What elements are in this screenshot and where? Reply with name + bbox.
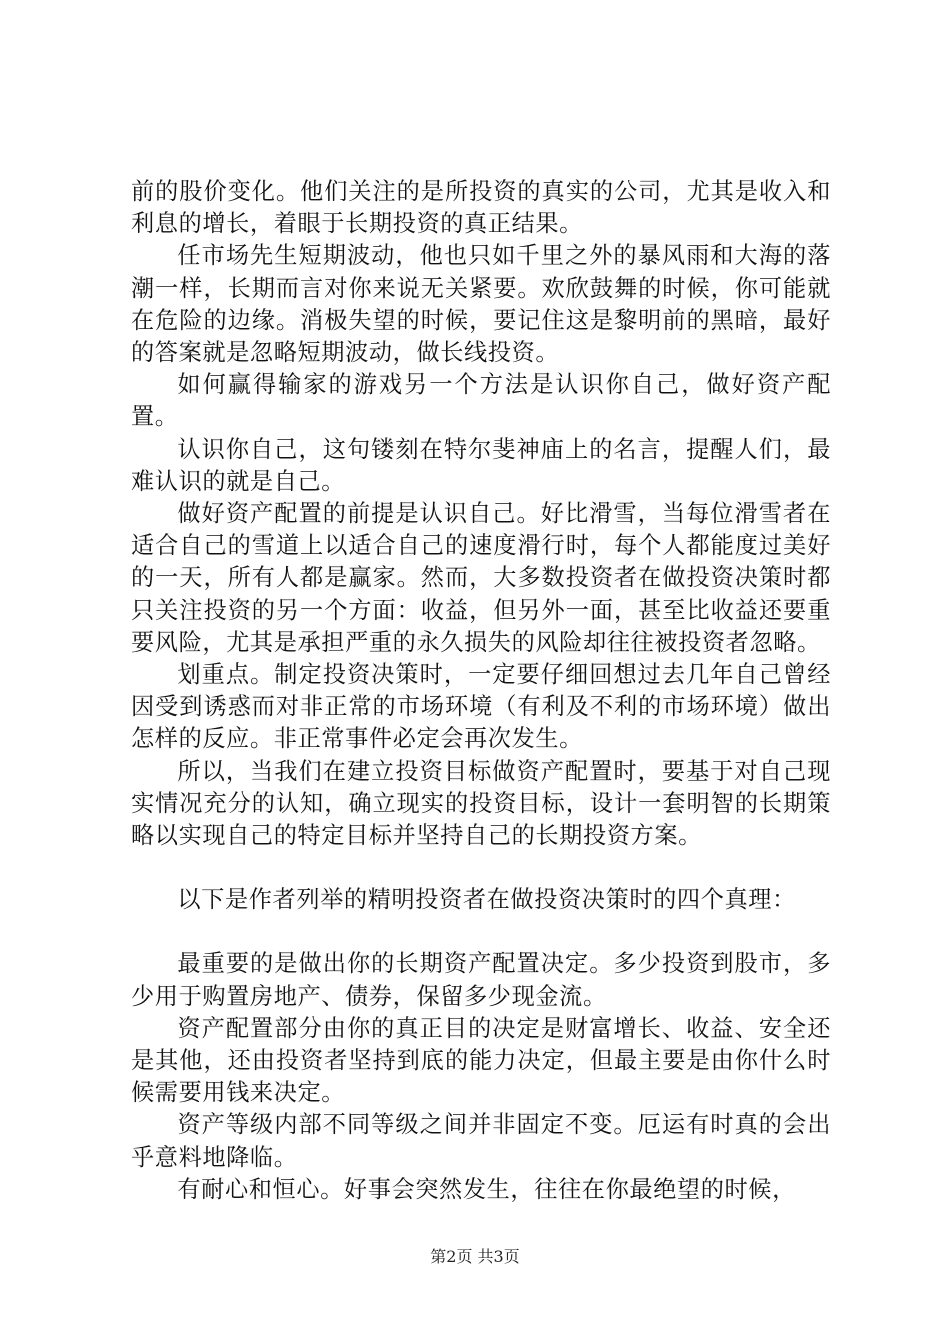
paragraph: 有耐心和恒心。好事会突然发生，往往在你最绝望的时候， — [177, 1175, 796, 1203]
paragraph: 划重点。制定投资决策时，一定要仔细回想过去几年自己曾经因受到诱惑而对非正常的市场环境（有利及不利的市场环境）做出怎样的反应。非正常事件必定会再次发生。 — [131, 661, 831, 753]
paragraph: 最重要的是做出你的长期资产配置决定。多少投资到股市，多少用于购置房地产、债券，保留多少现金流。 — [131, 950, 831, 1010]
paragraph: 以下是作者列举的精明投资者在做投资决策时的四个真理： — [177, 886, 796, 914]
page-number-footer: 第2页 共3页 — [430, 1247, 520, 1266]
body-text — [131, 176, 831, 1206]
paragraph: 前的股价变化。他们关注的是所投资的真实的公司，尤其是收入和利息的增长，着眼于长期投资的真正结果。 — [131, 178, 831, 238]
paragraph: 资产等级内部不同等级之间并非固定不变。厄运有时真的会出乎意料地降临。 — [131, 1111, 831, 1171]
paragraph: 资产配置部分由你的真正目的决定是财富增长、收益、安全还是其他，还由投资者坚持到底的能力决定，但最主要是由你什么时候需要用钱来决定。 — [131, 1014, 831, 1107]
paragraph: 如何赢得输家的游戏另一个方法是认识你自己，做好资产配置。 — [131, 371, 831, 431]
paragraph: 任市场先生短期波动，他也只如千里之外的暴风雨和大海的落潮一样，长期而言对你来说无关紧要。欢欣鼓舞的时候，你可能就在危险的边缘。消极失望的时候，要记住这是黎明前的黑暗，最好的答案就是忽略短期波动，做长线投资。 — [131, 242, 831, 367]
paragraph: 所以，当我们在建立投资目标做资产配置时，要基于对自己现实情况充分的认知，确立现实的投资目标，设计一套明智的长期策略以实现自己的特定目标并坚持自己的长期投资方案。 — [131, 757, 831, 850]
paragraph: 做好资产配置的前提是认识自己。好比滑雪，当每位滑雪者在适合自己的雪道上以适合自己的速度滑行时，每个人都能度过美好的一天，所有人都是赢家。然而，大多数投资者在做投资决策时都只关注投资的另一个方面：收益，但另外一面，甚至比收益还要重要风险，尤其是承担严重的永久损失的风险却往往被投资者忽略。 — [131, 500, 831, 656]
paragraph: 认识你自己，这句镂刻在特尔斐神庙上的名言，提醒人们，最难认识的就是自己。 — [131, 435, 831, 495]
